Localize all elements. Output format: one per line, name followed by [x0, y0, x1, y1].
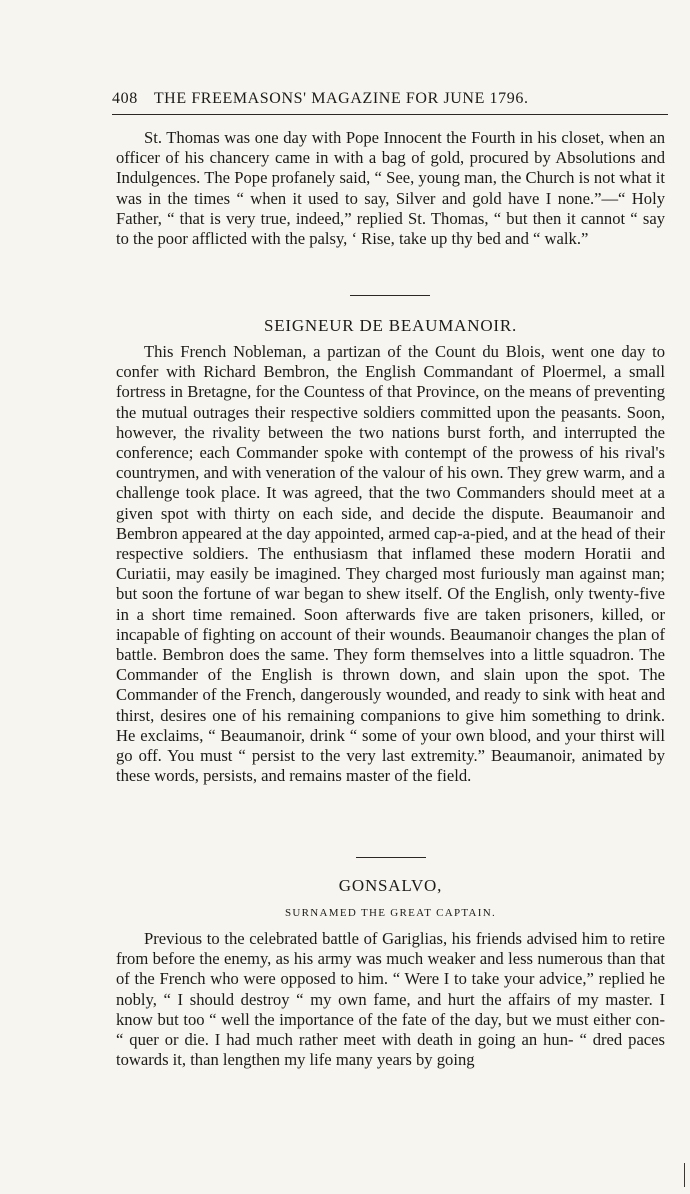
gonsalvo-paragraph: Previous to the celebrated battle of Gariglias, his friends advised him to retire from before the enemy, as his army was much weaker and less numerous than that of the French who were opposed to him. “ Were I to take your advice,” replied he nobly, “ I should destroy “ my own fame, and hurt the affairs of my master. I know but too “ well the importance of the fate of the day, but we must either con- “ quer or die. I had much rather meet with death in going an hun- “ dred paces towards it, than lengthen my life many years by going — [116, 929, 665, 1070]
running-title: THE FREEMASONS' MAGAZINE FOR JUNE 1796. — [153, 90, 529, 107]
gonsalvo-title: GONSALVO, — [338, 876, 443, 895]
beaumanoir-paragraph: This French Nobleman, a partizan of the Count du Blois, went one day to confer with Richard Bembron, the English Commandant of Ploermel, a small fortress in Bretagne, for the Countess of that Province, on the means of preventing the mutual outrages their respective soldiers committed upon the peasants. Soon, however, the rivality between the two nations burst forth, and interrupted the conference; each Commander spoke with contempt of the prowess of his rival's countrymen, and with veneration of the valour of his own. They grew warm, and a challenge took place. It was agreed, that the two Commanders should meet at a given spot with thirty on each side, and decide the dispute. Beaumanoir and Bembron appeared at the day appointed, armed cap-a-pied, and at the head of their respective soldiers. The enthusiasm that inflamed these modern Horatii and Curiatii, may easily be imagined. They charged most furiously man against man; but soon the fortune of war began to shew itself. Of the English, only twenty-five in a short time remained. Soon afterwards five are taken prisoners, killed, or incapable of fighting on account of their wounds. Beaumanoir changes the plan of battle. Bembron does the same. They form themselves into a little squadron. The Commander of the English is thrown down, and slain upon the spot. The Commander of the French, dangerously wounded, and ready to sink with heat and thirst, desires one of his remaining companions to give him something to drink. He exclaims, “ Beaumanoir, drink “ some of your own blood, and your thirst will go off. You must “ persist to the very last extremity.” Beaumanoir, animated by these words, persists, and remains master of the field. — [116, 342, 665, 786]
anecdote-paragraph: St. Thomas was one day with Pope Innocent the Fourth in his closet, when an officer of his chancery came in with a bag of gold, procured by Absolutions and Indulgences. The Pope profanely said, “ See, young man, the Church is not what it was in the times “ when it used to say, Silver and gold have I none.”—“ Holy Father, “ that is very true, indeed,” replied St. Thomas, “ but then it cannot “ say to the poor afflicted with the palsy, ‘ Rise, take up thy bed and “ walk.” — [116, 128, 665, 249]
gonsalvo-section — [116, 929, 665, 1070]
gonsalvo-subtitle: SURNAMED THE GREAT CAPTAIN. — [284, 907, 497, 919]
beaumanoir-title: SEIGNEUR DE BEAUMANOIR. — [263, 316, 518, 335]
anecdote-section — [116, 128, 665, 249]
header-rule — [112, 114, 668, 115]
running-header — [112, 90, 670, 108]
section-divider — [350, 295, 430, 296]
section-divider — [356, 857, 426, 858]
margin-mark — [684, 1163, 685, 1187]
beaumanoir-section — [116, 342, 665, 786]
page-number: 408 — [112, 90, 138, 107]
